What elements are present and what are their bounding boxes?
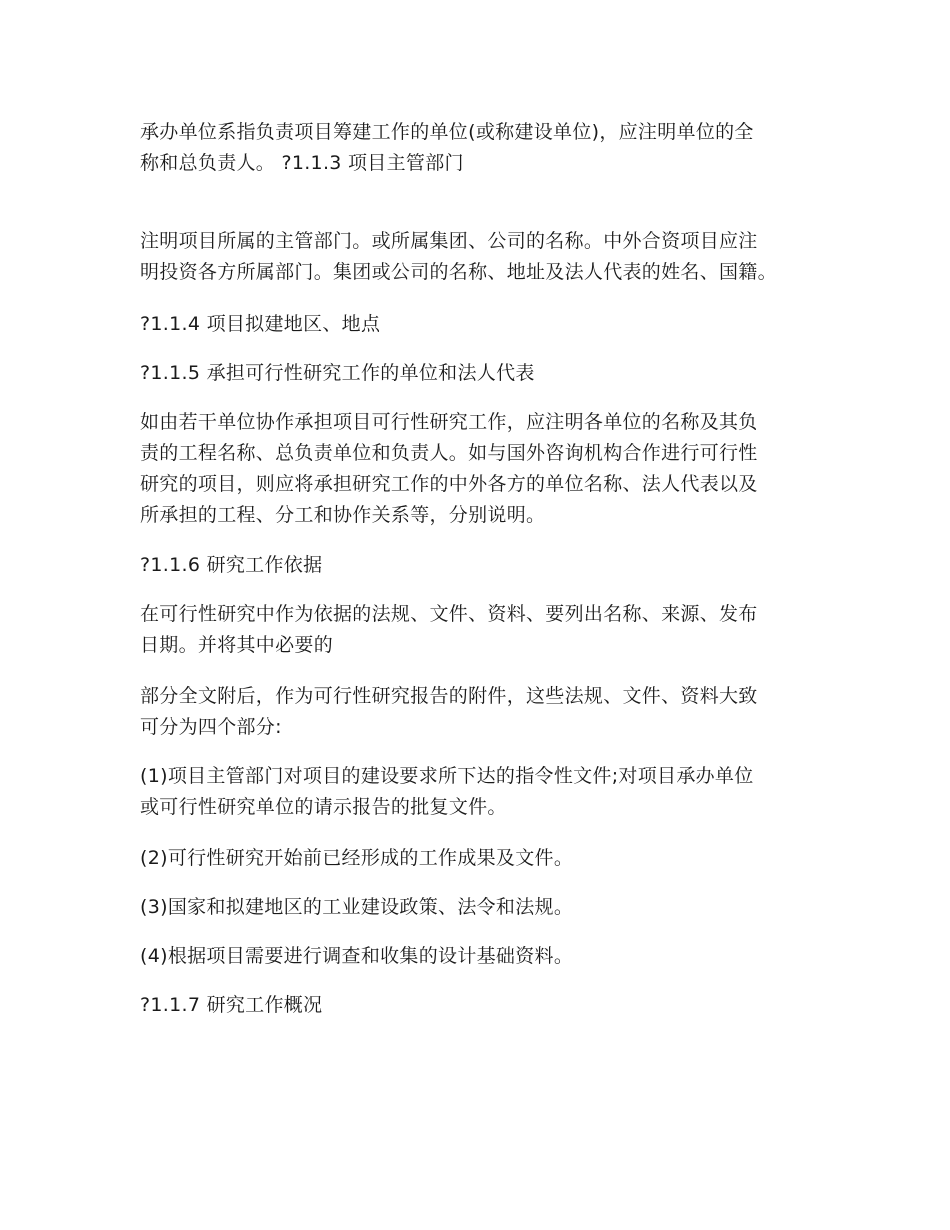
text-line: 可分为四个部分: (140, 716, 282, 738)
text-line: (1)项目主管部门对项目的建设要求所下达的指令性文件;对项目承办单位 (140, 765, 754, 787)
text-line: 部分全文附后，作为可行性研究报告的附件，这些法规、文件、资料大致 (140, 685, 758, 707)
heading-1-1-5 (140, 358, 830, 389)
heading-1-1-6 (140, 550, 830, 581)
list-item-1 (140, 761, 830, 823)
text-line: 或可行性研究单位的请示报告的批复文件。 (140, 796, 507, 818)
paragraph-cooperating-units (140, 407, 830, 531)
paragraph-competent-department (140, 226, 830, 288)
text-line: 所承担的工程、分工和协作关系等，分别说明。 (140, 504, 546, 526)
paragraph-research-basis (140, 599, 830, 661)
paragraph-sponsor-unit (140, 117, 830, 179)
text-line: (2)可行性研究开始前已经形成的工作成果及文件。 (140, 847, 574, 869)
text-line: (4)根据项目需要进行调查和收集的设计基础资料。 (140, 945, 574, 967)
list-item-3 (140, 892, 830, 923)
text-line: 明投资各方所属部门。集团或公司的名称、地址及法人代表的姓名、国籍。 (140, 261, 777, 283)
text-line: 注明项目所属的主管部门。或所属集团、公司的名称。中外合资项目应注 (140, 230, 758, 252)
text-line: 责的工程名称、总负责单位和负责人。如与国外咨询机构合作进行可行性 (140, 442, 758, 464)
text-line: (3)国家和拟建地区的工业建设政策、法令和法规。 (140, 896, 574, 918)
text-line: 研究的项目，则应将承担研究工作的中外各方的单位名称、法人代表以及 (140, 473, 758, 495)
text-line: 如由若干单位协作承担项目可行性研究工作，应注明各单位的名称及其负 (140, 411, 758, 433)
list-item-2 (140, 843, 830, 874)
text-line: ?1.1.6 研究工作依据 (140, 554, 323, 576)
paragraph-attachments (140, 681, 830, 743)
list-item-4 (140, 941, 830, 972)
text-line: 承办单位系指负责项目筹建工作的单位(或称建设单位)，应注明单位的全 (140, 121, 754, 143)
text-line: 在可行性研究中作为依据的法规、文件、资料、要列出名称、来源、发布 (140, 603, 758, 625)
heading-1-1-7 (140, 990, 830, 1021)
text-line: ?1.1.4 项目拟建地区、地点 (140, 313, 381, 335)
text-line: ?1.1.5 承担可行性研究工作的单位和法人代表 (140, 362, 535, 384)
text-line: 称和总负责人。 ?1.1.3 项目主管部门 (140, 152, 464, 174)
text-line: ?1.1.7 研究工作概况 (140, 994, 323, 1016)
heading-1-1-4 (140, 309, 830, 340)
text-line: 日期。并将其中必要的 (140, 634, 334, 656)
